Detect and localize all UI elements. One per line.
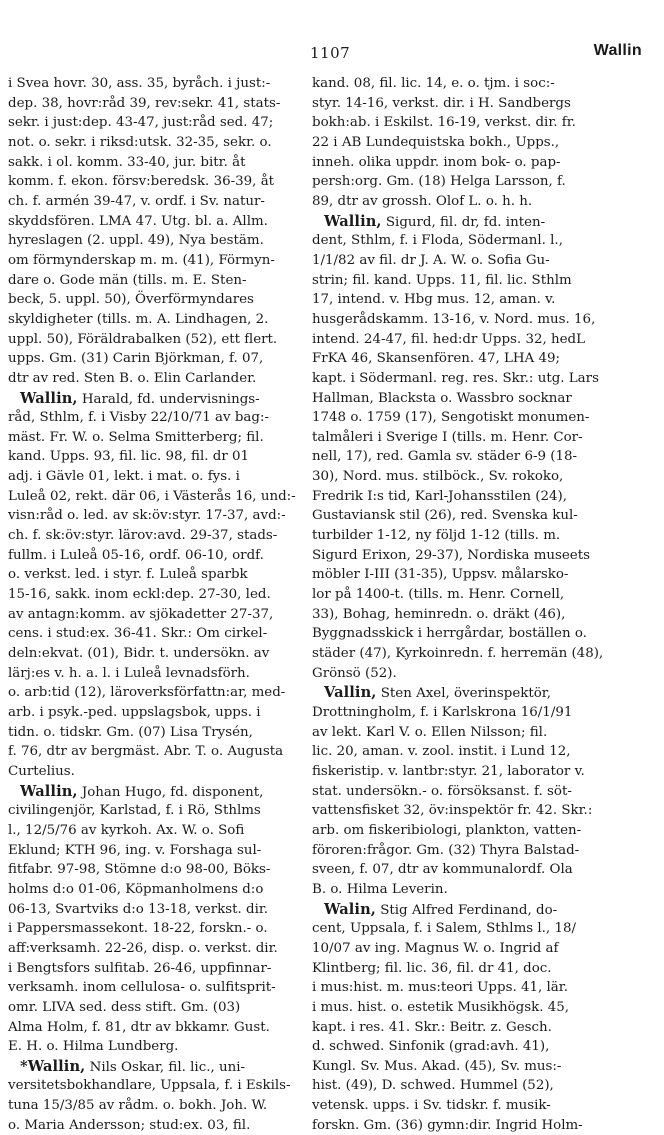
- text-line: Alma Holm, f. 81, dtr av bkkamr. Gust.: [8, 1019, 270, 1035]
- text-line: *Wallin, Nils Oskar, fil. lic., uni-: [20, 1057, 246, 1075]
- text-line: dtr av red. Sten B. o. Elin Carlander.: [8, 370, 257, 386]
- text-line: kand. 08, fil. lic. 14, e. o. tjm. i soc:-: [312, 76, 555, 91]
- text-line: av antagn:komm. av sjökadetter 27-37,: [8, 606, 274, 622]
- text-line: Gustaviansk stil (26), red. Svenska kul-: [312, 508, 578, 524]
- text-line: vattensfisket 32, öv:inspektör fr. 42. Skr.:: [312, 803, 593, 819]
- text-line: intend. 24-47, fil. hed:dr Upps. 32, hedL: [312, 331, 586, 347]
- text-line: arb. om fiskeribiologi, plankton, vatten-: [312, 822, 582, 838]
- text-line: adj. i Gävle 01, lekt. i mat. o. fys. i: [8, 469, 240, 485]
- text-line: om förmynderskap m. m. (41), Förmyn-: [8, 252, 275, 268]
- text-line: vetensk. upps. i Sv. tidskr. f. musik-: [312, 1098, 551, 1114]
- text-line: komm. f. ekon. försv:beredsk. 36-39, åt: [8, 174, 275, 190]
- text-line: styr. 14-16, verkst. dir. i H. Sandbergs: [312, 95, 571, 111]
- text-line: sakk. i ol. komm. 33-40, jur. bitr. åt: [8, 154, 246, 170]
- text-line: lärj:es v. h. a. l. i Luleå levnadsförh.: [8, 665, 250, 681]
- text-line: städer (47), Kyrkoinredn. f. herremän (48),: [312, 646, 604, 662]
- text-line: not. o. sekr. i riksd:utsk. 32-35, sekr. o.: [8, 134, 272, 150]
- text-line: 10/07 av ing. Magnus W. o. Ingrid af: [312, 940, 559, 956]
- text-line: kapt. i Södermanl. reg. res. Skr.: utg. Lars: [312, 370, 599, 386]
- text-line: 30), Nord. mus. stilböck., Sv. rokoko,: [312, 469, 564, 485]
- text-line: FrKA 46, Skansenfören. 47, LHA 49;: [312, 351, 561, 367]
- text-line: fitfabr. 97-98, Stömne d:o 98-00, Böks-: [8, 862, 271, 878]
- text-line: E. H. o. Hilma Lundberg.: [8, 1039, 179, 1055]
- text-line: tuna 15/3/85 av rådm. o. bokh. Joh. W.: [8, 1098, 268, 1114]
- text-line: skyddsfören. LMA 47. Utg. bl. a. Allm.: [8, 213, 268, 229]
- text-line: holms d:o 01-06, Köpmanholmens d:o: [8, 881, 264, 897]
- text-line: Curtelius.: [8, 763, 75, 779]
- text-line: i Bengtsfors sulfitab. 26-46, uppfinnar-: [8, 960, 272, 976]
- text-line: forskn. Gm. (36) gymn:dir. Ingrid Holm-: [312, 1117, 583, 1133]
- text-line: l., 12/5/76 av kyrkoh. Ax. W. o. Sofi: [8, 822, 245, 838]
- text-line: d. schwed. Sinfonik (grad:avh. 41),: [312, 1039, 550, 1055]
- text-line: fiskeristip. v. lantbr:styr. 21, laborator v.: [312, 763, 585, 779]
- text-line: talmåleri i Sverige I (tills. m. Henr. Cor-: [312, 429, 583, 445]
- text-line: 1/1/82 av fil. dr J. A. W. o. Sofia Gu-: [312, 252, 550, 268]
- left-column: [8, 74, 308, 1135]
- text-line: persh:org. Gm. (18) Helga Larsson, f.: [312, 174, 566, 190]
- text-line: civilingenjör, Karlstad, f. i Rö, Sthlms: [8, 803, 261, 819]
- right-column: [312, 74, 616, 1135]
- page-number: 1107: [310, 44, 351, 62]
- text-line: 89, dtr av grossh. Olof L. o. h. h.: [312, 193, 533, 209]
- text-line: Wallin, Sigurd, fil. dr, fd. inten-: [324, 212, 546, 230]
- text-line: omr. LIVA sed. dess stift. Gm. (03): [8, 999, 241, 1015]
- text-line: Eklund; KTH 96, ing. v. Forshaga sul-: [8, 842, 262, 858]
- text-line: stat. undersökn.- o. försöksanst. f. söt-: [312, 783, 572, 799]
- text-line: fullm. i Luleå 05-16, ordf. 06-10, ordf.: [8, 547, 264, 563]
- text-line: i mus. hist. o. estetik Musikhögsk. 45,: [312, 999, 570, 1015]
- text-line: Byggnadsskick i herrgårdar, boställen o.: [312, 626, 587, 642]
- text-line: 22 i AB Lundequistska bokh., Upps.,: [312, 134, 560, 150]
- text-line: cens. i stud:ex. 36-41. Skr.: Om cirkel-: [8, 626, 268, 642]
- text-line: hist. (49), D. schwed. Hummel (52),: [312, 1078, 554, 1094]
- text-line: Klintberg; fil. lic. 36, fil. dr 41, doc.: [312, 960, 552, 976]
- text-line: bokh:ab. i Eskilst. 16-19, verkst. dir. fr.: [312, 115, 576, 131]
- text-line: av lekt. Karl V. o. Ellen Nilsson; fil.: [312, 724, 548, 740]
- text-line: sveen, f. 07, dtr av kommunalordf. Ola: [312, 862, 573, 878]
- text-line: husgerådskamm. 13-16, v. Nord. mus. 16,: [312, 311, 596, 327]
- text-line: sekr. i just:dep. 43-47, just:råd sed. 47;: [8, 115, 274, 131]
- text-line: kand. Upps. 93, fil. lic. 98, fil. dr 01: [8, 449, 250, 465]
- text-line: 33), Bohag, heminredn. o. dräkt (46),: [312, 606, 566, 622]
- text-line: skyldigheter (tills. m. A. Lindhagen, 2.: [8, 311, 269, 327]
- text-line: ch. f. armén 39-47, v. ordf. i Sv. natur-: [8, 193, 265, 209]
- text-line: 17, intend. v. Hbg mus. 12, aman. v.: [312, 292, 556, 308]
- text-line: Kungl. Sv. Mus. Akad. (45), Sv. mus:-: [312, 1058, 562, 1074]
- text-line: ch. f. sk:öv:styr. lärov:avd. 29-37, stads-: [8, 528, 278, 544]
- text-line: Vallin, Sten Axel, överinspektör,: [324, 684, 551, 702]
- text-line: Wallin, Johan Hugo, fd. disponent,: [20, 782, 264, 800]
- running-head: Wallin: [593, 42, 642, 59]
- text-line: möbler I-III (31-35), Uppsv. målarsko-: [312, 567, 569, 583]
- text-line: cent, Uppsala, f. i Salem, Sthlms l., 18/: [312, 921, 577, 937]
- text-line: nell, 17), red. Gamla sv. städer 6-9 (18-: [312, 449, 578, 465]
- text-line: turbilder 1-12, ny följd 1-12 (tills. m.: [312, 528, 561, 544]
- text-line: Fredrik I:s tid, Karl-Johansstilen (24),: [312, 488, 568, 504]
- text-line: Hallman, Blacksta o. Wassbro socknar: [312, 390, 572, 406]
- text-line: lor på 1400-t. (tills. m. Henr. Cornell,: [312, 587, 565, 603]
- text-line: lic. 20, aman. v. zool. instit. i Lund 12,: [312, 744, 571, 760]
- text-line: tidn. o. tidskr. Gm. (07) Lisa Trysén,: [8, 724, 253, 740]
- text-line: verksamh. inom cellulosa- o. sulfitsprit-: [8, 980, 276, 996]
- text-line: i mus:hist. m. mus:teori Upps. 41, lär.: [312, 980, 568, 996]
- text-line: beck, 5. uppl. 50), Överförmyndares: [8, 292, 254, 308]
- text-line: arb. i psyk.-ped. uppslagsbok, upps. i: [8, 705, 261, 720]
- text-line: i Svea hovr. 30, ass. 35, byråch. i just:-: [8, 76, 271, 91]
- text-line: strin; fil. kand. Upps. 11, fil. lic. Sthlm: [312, 272, 572, 288]
- text-line: dare o. Gode män (tills. m. E. Sten-: [8, 272, 247, 288]
- text-line: B. o. Hilma Leverin.: [312, 881, 448, 897]
- text-line: Wallin, Harald, fd. undervisnings-: [20, 389, 260, 407]
- text-line: Walin, Stig Alfred Ferdinand, do-: [324, 900, 558, 918]
- text-line: uppl. 50), Föräldrabalken (52), ett flert.: [8, 331, 278, 347]
- text-line: Sigurd Erixon, 29-37), Nordiska museets: [312, 547, 590, 563]
- text-line: dep. 38, hovr:råd 39, rev:sekr. 41, stats-: [8, 95, 281, 111]
- text-line: visn:råd o. led. av sk:öv:styr. 17-37, avd:-: [8, 508, 286, 524]
- text-line: inneh. olika uppdr. inom bok- o. pap-: [312, 154, 561, 170]
- text-line: f. 76, dtr av bergmäst. Abr. T. o. Augusta: [8, 744, 284, 760]
- text-line: hyreslagen (2. uppl. 49), Nya bestäm.: [8, 233, 264, 249]
- text-line: aff:verksamh. 22-26, disp. o. verkst. dir.: [8, 940, 278, 956]
- text-line: i Pappersmassekont. 18-22, forskn.- o.: [8, 921, 268, 937]
- text-line: upps. Gm. (31) Carin Björkman, f. 07,: [8, 351, 264, 367]
- text-line: o. arb:tid (12), läroverksförfattn:ar, med-: [8, 685, 286, 701]
- text-line: o. Maria Andersson; stud:ex. 03, fil.: [8, 1117, 251, 1133]
- text-line: deln:ekvat. (01), Bidr. t. undersökn. av: [8, 646, 270, 662]
- text-line: råd, Sthlm, f. i Visby 22/10/71 av bag:-: [8, 410, 270, 426]
- text-line: Drottningholm, f. i Karlskrona 16/1/91: [312, 705, 573, 720]
- text-line: Grönsö (52).: [312, 665, 397, 681]
- text-line: 06-13, Svartviks d:o 13-18, verkst. dir.: [8, 901, 269, 917]
- text-line: dent, Sthlm, f. i Floda, Södermanl. l.,: [312, 233, 563, 249]
- text-line: 15-16, sakk. inom eckl:dep. 27-30, led.: [8, 587, 271, 603]
- text-line: 1748 o. 1759 (17), Sengotiskt monumen-: [312, 410, 590, 426]
- text-line: versitetsbokhandlare, Uppsala, f. i Eskils-: [8, 1078, 291, 1094]
- text-line: mäst. Fr. W. o. Selma Smitterberg; fil.: [8, 429, 264, 445]
- text-line: kapt. i res. 41. Skr.: Beitr. z. Gesch.: [312, 1019, 552, 1035]
- text-line: Luleå 02, rekt. där 06, i Västerås 16, und:-: [8, 488, 296, 504]
- text-line: föroren:frågor. Gm. (32) Thyra Balstad-: [312, 842, 580, 858]
- text-line: o. verkst. led. i styr. f. Luleå sparbk: [8, 567, 248, 583]
